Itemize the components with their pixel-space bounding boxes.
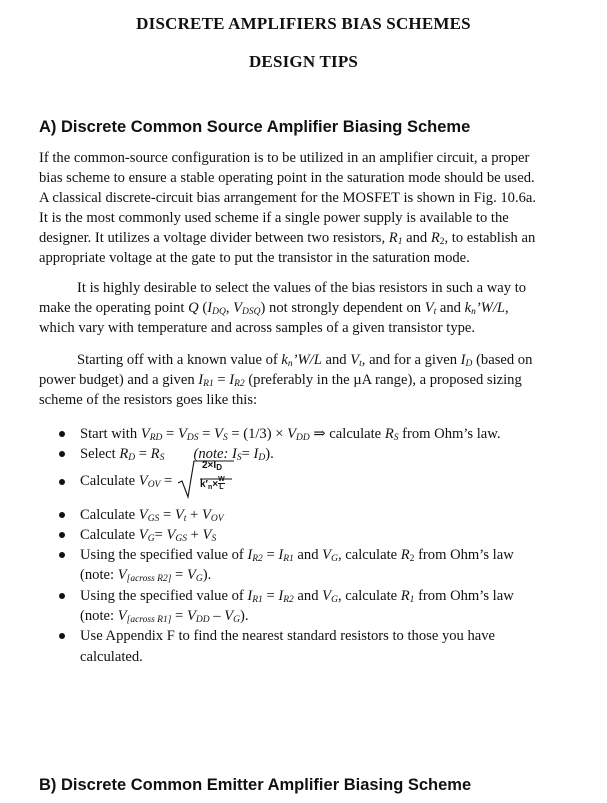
- list-item: Use Appendix F to find the nearest standard resistors to those you have calculated.: [58, 626, 578, 667]
- p3-line-1: Starting off with a known value of $k_n’W/L$ and $V_t$, and for a given $I_D$ (based on: [77, 352, 533, 369]
- document-title-line-1: DISCRETE AMPLIFIERS BIAS SCHEMES: [136, 14, 471, 33]
- p1-line-4: It is the most commonly used scheme if a single power supply is available to the: [39, 210, 509, 226]
- vov-formula: Calculate $V_{OV}$ =: [80, 472, 173, 490]
- p3-line-2: power budget) and a given $I_{R1} = I_{R2}$ (preferably in the µA range), a proposed sizing: [39, 372, 522, 389]
- p2-line-2: make the operating point Q ($I_{DQ}$, $V_{DSQ}$) not strongly dependent on $V_t$ and $k_n’W/L$,: [39, 300, 509, 317]
- section-b-heading: B) Discrete Common Emitter Amplifier Biasing Scheme: [39, 776, 472, 794]
- p1-line-1: If the common-source configuration is to be utilized in an amplifier circuit, a proper: [39, 150, 530, 166]
- list-item: Using the specified value of $I_{R2} = I_{R1}$ and $V_G$, calculate $R_2$ from Ohm’s law (note: $V_{[across R2]} = V_G$).: [58, 545, 578, 586]
- document-title-line-2: DESIGN TIPS: [248, 52, 359, 71]
- p1-line-2: bias scheme to ensure a stable operating point in the saturation mode should be used.: [39, 170, 535, 186]
- p2-line-1: It is highly desirable to select the values of the bias resistors in such a way to: [77, 280, 527, 296]
- p1-line-5: designer. It utilizes a voltage divider between two resistors, $R_1$ and $R_2$, to establish an: [39, 230, 536, 247]
- bias-steps-list: [58, 424, 578, 667]
- paragraph-1: [39, 148, 569, 268]
- paragraph-2: [39, 278, 569, 338]
- p1-line-6: appropriate voltage at the gate to put the transistor in the saturation mode.: [39, 250, 470, 266]
- list-item: Calculate $V_G= V_{GS} + V_S$: [58, 525, 578, 545]
- list-item: Select $R_D = R_S$ (note: $I_S= I_D$).: [58, 444, 578, 464]
- p2-line-3: which vary with temperature and across samples of a given transistor type.: [39, 320, 476, 336]
- p1-line-3: A classical discrete-circuit bias arrangement for the MOSFET is shown in Fig. 10.6a.: [39, 190, 537, 206]
- paragraph-3: [39, 350, 569, 410]
- list-item: Calculate $V_{GS} = V_t + V_{OV}$: [58, 505, 578, 525]
- fraction-numerator: $2\times I_D$: [202, 459, 222, 472]
- section-a-heading: A) Discrete Common Source Amplifier Biasing Scheme: [39, 118, 471, 136]
- list-item-formula: [58, 459, 578, 505]
- p3-line-3: scheme of the resistors goes like this:: [39, 392, 258, 408]
- list-item: Start with $V_{RD} = V_{DS} = V_S = (1/3) \times V_{DD}$ ⇒ calculate $R_S$ from Ohm’s law.: [58, 424, 578, 444]
- list-item: Using the specified value of $I_{R1} = I_{R2}$ and $V_G$, calculate $R_1$ from Ohm’s law (note: $V_{[across R1]} = V_{DD} - V_G$).: [58, 586, 578, 627]
- fraction-denominator: $k'_n\times$ $\frac{W}{L}$: [200, 476, 225, 492]
